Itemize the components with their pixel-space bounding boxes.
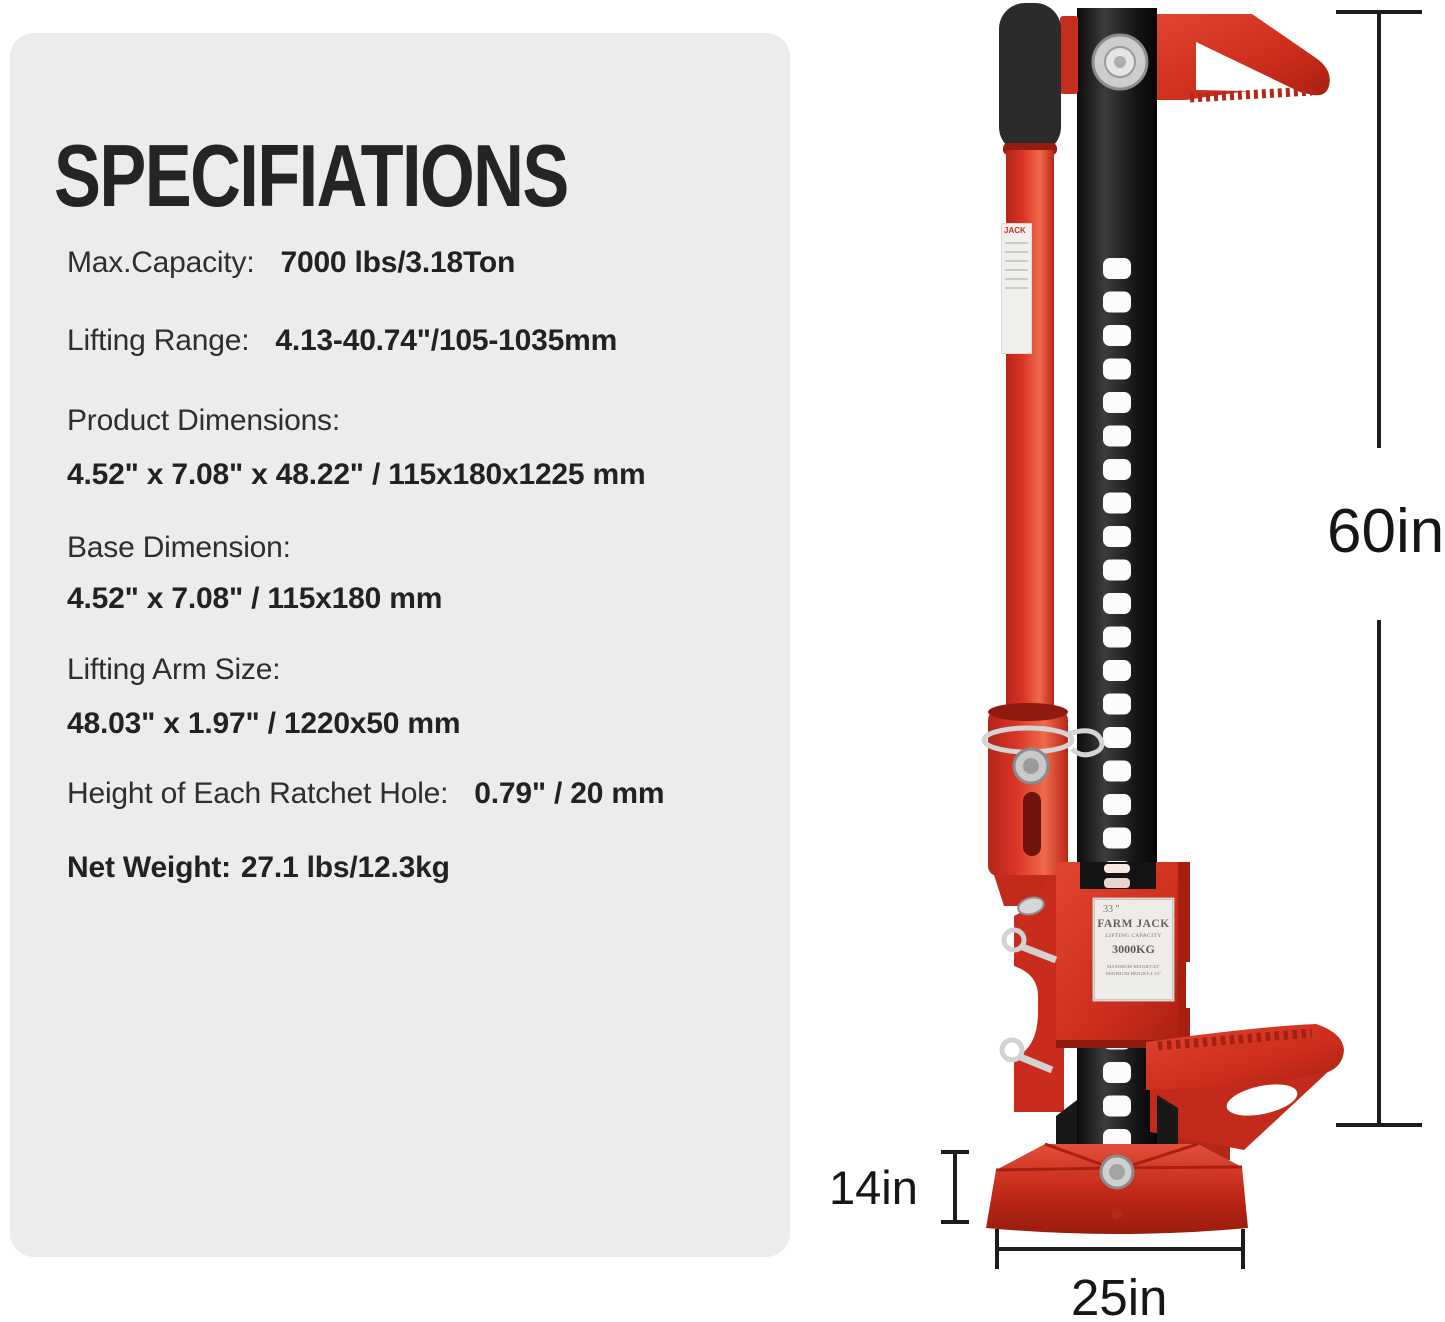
base-width-dimension-label: 25in [1071, 1269, 1168, 1322]
handle-sticker-brand: JACK [1004, 226, 1026, 235]
rating-label-name: FARM JACK [1097, 918, 1170, 930]
dimension-line-height [1336, 12, 1422, 1125]
spec-label: Product Dimensions: [67, 404, 340, 437]
spec-value: 48.03" x 1.97" / 1220x50 mm [67, 707, 461, 740]
page-title: SPECIFIATIONS [54, 126, 568, 225]
spec-value: 4.52" x 7.08" x 48.22" / 115x180x1225 mm [67, 458, 646, 491]
height-dimension-label: 60in [1327, 497, 1445, 566]
handle-grip [999, 3, 1061, 153]
spec-value: 4.13-40.74"/105-1035mm [275, 324, 618, 357]
spec-label: Lifting Range: [67, 324, 250, 357]
dimension-line-base-height [941, 1152, 969, 1222]
spec-label: Net Weight: [67, 851, 231, 884]
rating-label-size: 33 " [1103, 904, 1120, 915]
spec-label: Base Dimension: [67, 531, 291, 564]
base-plate [986, 1144, 1248, 1234]
spec-value: 7000 lbs/3.18Ton [280, 246, 516, 279]
base-hole [1112, 1209, 1122, 1219]
socket-slot [1023, 792, 1041, 856]
rating-label-capacity: 3000KG [1112, 942, 1155, 956]
top-clamp [1157, 14, 1330, 100]
spec-value: 0.79" / 20 mm [474, 777, 665, 810]
rating-label [1094, 899, 1173, 1000]
spec-label: Max.Capacity: [67, 246, 255, 279]
ratchet-holes [1103, 1046, 1131, 1148]
rating-label-min-height: MINIMUM HEIGHT:4.13" [1105, 971, 1162, 976]
dimension-line-base-width [997, 1229, 1243, 1269]
spec-value: 4.52" x 7.08" / 115x180 mm [67, 582, 443, 615]
beam-flange [1060, 16, 1078, 94]
top-bolt [1093, 35, 1147, 89]
base-height-dimension-label: 14in [829, 1161, 918, 1214]
spec-label: Height of Each Ratchet Hole: [67, 777, 449, 810]
handle-sticker [1001, 223, 1032, 354]
rating-label-capacity-title: LIFTING CAPACITY [1105, 933, 1162, 939]
spec-value: 27.1 lbs/12.3kg [240, 851, 450, 884]
spec-label: Lifting Arm Size: [67, 653, 281, 686]
ratchet-holes [1103, 258, 1131, 862]
rating-label-max-height: MAXIMUM HEIGHT:33" [1106, 964, 1161, 969]
